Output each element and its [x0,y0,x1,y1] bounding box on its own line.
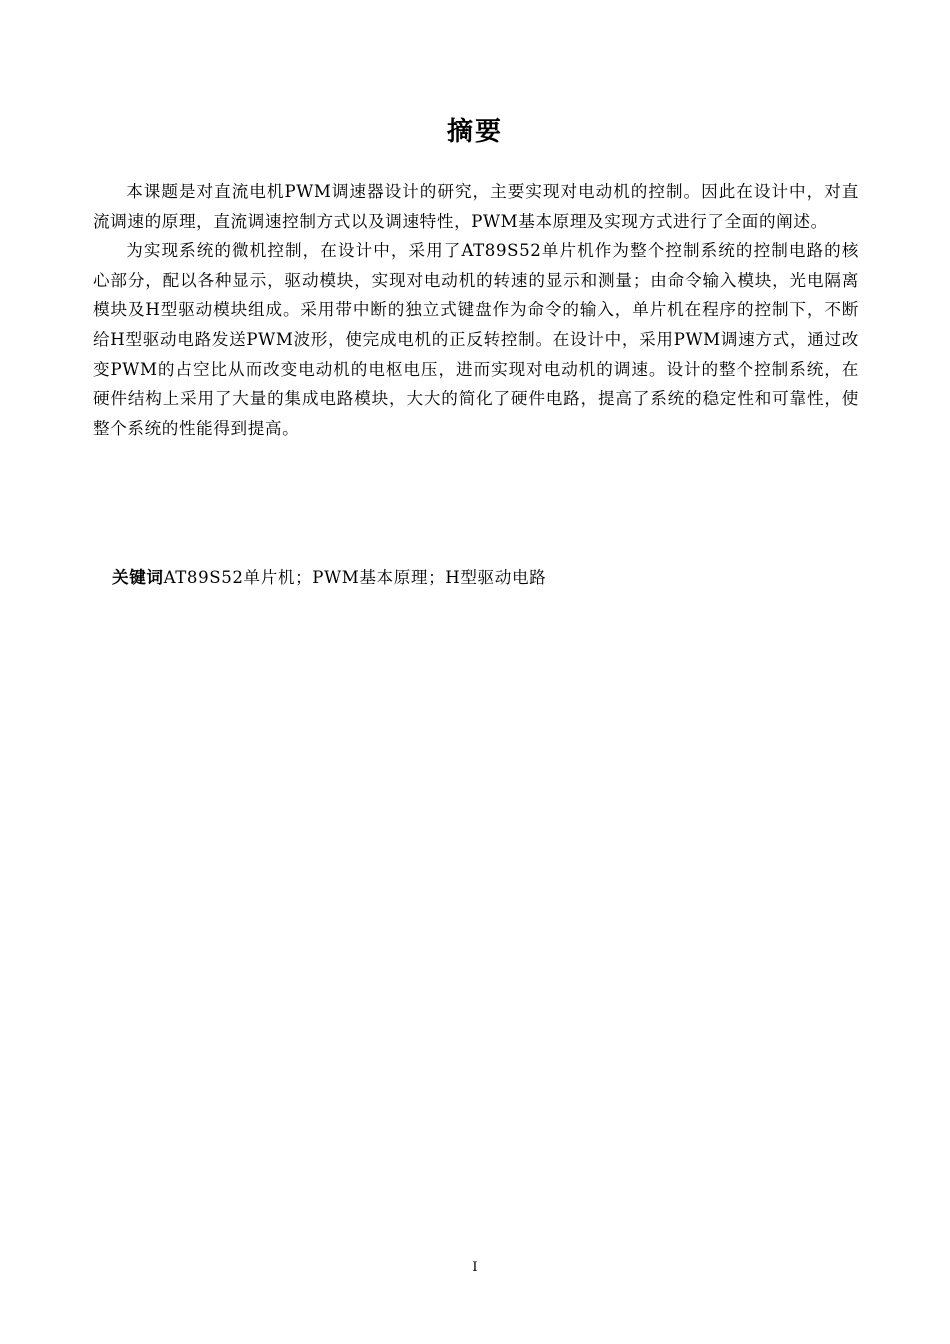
page-title: 摘要 [446,117,503,147]
keywords-line [112,563,852,593]
keywords-text: AT89S52单片机；PWM基本原理；H型驱动电路 [163,568,547,587]
abstract-paragraph-1: 本课题是对直流电机PWM调速器设计的研究，主要实现对电动机的控制。因此在设计中，对直流调速的原理，直流调速控制方式以及调速特性，PWM基本原理及实现方式进行了全面的阐述。 [93,182,859,231]
abstract-body [93,177,859,443]
abstract-paragraph-2: 为实现系统的微机控制，在设计中，采用了AT89S52单片机作为整个控制系统的控制电路的核心部分，配以各种显示，驱动模块，实现对电动机的转速的显示和测量；由命令输入模块，光电隔离模块及H型驱动模块组成。采用带中断的独立式键盘作为命令的输入，单片机在程序的控制下，不断给H型驱动电路发送PWM波形，使完成电机的正反转控制。在设计中，采用PWM调速方式，通过改变PWM的占空比从而改变电动机的电枢电压，进而实现对电动机的调速。设计的整个控制系统，在硬件结构上采用了大量的集成电路模块，大大的简化了硬件电路，提高了系统的稳定性和可靠性，使整个系统的性能得到提高。 [93,241,859,438]
keywords-label: 关键词 [112,568,164,587]
page-number: I [472,1260,478,1275]
